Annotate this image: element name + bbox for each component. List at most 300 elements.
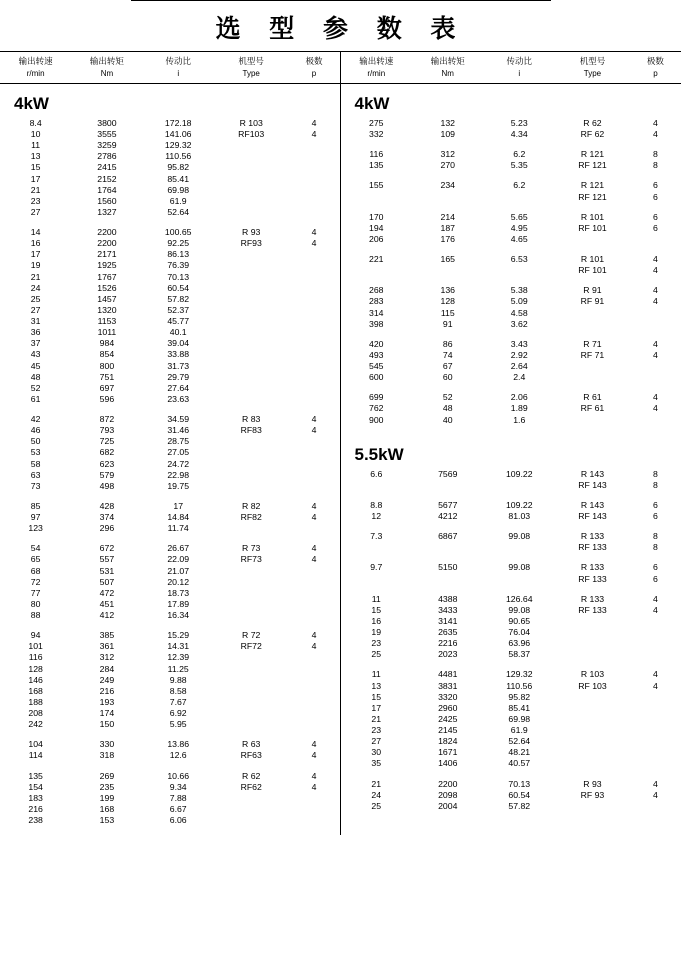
table-cell [289,815,340,826]
table-cell: 61.9 [510,725,528,736]
table-row [0,543,340,554]
table-row [341,223,681,234]
table-cell: 48 [30,371,41,382]
table-row [341,627,681,638]
column-body-left [0,84,340,826]
table-row [341,403,681,414]
table-cell [341,265,413,276]
table-row [341,415,681,426]
table-row [0,599,340,610]
table-cell: 3141 [438,615,458,626]
table-cell: 2145 [438,725,458,736]
table-row [341,192,681,203]
table-cell [214,338,289,349]
table-cell: 412 [99,610,115,621]
table-row [341,339,681,350]
table-cell: 17 [173,500,184,511]
table-group [0,739,340,761]
table-cell: RF 143 [578,479,607,490]
table-cell: 129.32 [505,669,533,680]
table-cell [555,692,630,703]
header-output-speed: 输出转速 r/min [359,57,394,79]
table-cell: 17 [30,173,41,184]
table-cell [214,162,289,173]
section-title: 4kW [354,93,390,113]
table-cell: 682 [99,447,115,458]
table-cell: 697 [99,382,115,393]
table-cell [630,725,681,736]
table-cell: 2425 [438,713,458,724]
table-cell: 92.25 [167,238,190,249]
table-cell: 2.92 [510,349,528,360]
table-cell: 6.06 [169,815,187,826]
table-cell [484,542,556,553]
table-cell: 27 [371,736,382,747]
table-cell: 150 [99,719,115,730]
table-cell: 4 [311,781,317,792]
table-cell: 60 [442,372,453,383]
table-row [341,669,681,680]
table-cell: R 73 [242,543,261,554]
table-cell [555,616,630,627]
table-cell: 183 [28,792,43,803]
table-row [341,319,681,330]
table-cell: 4 [653,604,658,615]
table-row [341,649,681,660]
table-cell [289,394,340,405]
table-group [341,149,681,171]
table-cell: 4 [653,669,658,680]
table-group [341,254,681,276]
table-cell [214,349,289,360]
table-cell: 221 [369,254,384,265]
table-column-right [341,52,681,835]
table-cell [412,192,484,203]
table-row [0,372,340,383]
table-row [341,638,681,649]
table-cell [289,207,340,218]
table-cell: 24 [371,789,382,800]
table-cell: 17 [30,249,41,260]
table-cell: 8 [653,542,658,553]
table-cell: 101 [28,641,43,652]
table-cell: 4 [311,117,317,128]
table-cell: 1764 [97,184,117,195]
table-cell: 194 [369,222,384,233]
table-cell: 33.88 [167,349,190,360]
table-cell: 57.82 [508,800,531,811]
table-row [0,697,340,708]
table-cell: 17 [371,702,382,713]
table-cell [289,610,340,621]
table-row [341,361,681,372]
table-group [341,285,681,330]
table-cell: R 133 [580,562,605,573]
table-cell [289,151,340,162]
table-cell: 29.79 [167,371,190,382]
table-cell [341,480,413,491]
table-cell: 6.92 [169,708,187,719]
table-cell: 21 [30,271,41,282]
table-cell: RF 133 [578,573,607,584]
table-group [0,227,340,405]
table-cell: 4 [311,739,317,750]
table-cell: 4.65 [510,233,528,244]
column-headers-right [341,52,681,84]
table-cell: 751 [99,371,115,382]
table-cell [214,361,289,372]
table-cell: 11 [31,140,41,151]
table-row [0,361,340,372]
table-cell: 208 [28,708,43,719]
table-cell: R 61 [583,392,602,403]
table-cell: 99.08 [508,562,531,573]
table-row [0,207,340,218]
table-cell: 11.25 [167,663,189,674]
table-cell: R 101 [580,211,605,222]
table-cell: 128 [440,296,455,307]
table-row [0,664,340,675]
table-cell: 95.82 [167,162,190,173]
table-cell: 187 [440,222,455,233]
table-cell: 762 [369,403,384,414]
table-cell [630,319,681,330]
table-cell: 6867 [438,531,458,542]
table-cell: 6 [653,222,658,233]
table-cell: 6 [653,191,658,202]
table-cell [555,649,630,660]
table-cell [630,372,681,383]
table-cell: 10 [30,129,41,140]
table-row [0,283,340,294]
table-group [341,339,681,384]
table-cell: 23 [371,725,382,736]
table-cell: 235 [99,781,115,792]
table-cell [630,747,681,758]
table-row [341,372,681,383]
table-cell: 5150 [438,562,458,573]
table-cell: 7.88 [169,792,187,803]
table-cell: 116 [369,149,384,160]
table-cell: RF62 [240,781,262,792]
table-cell: 4 [653,265,658,276]
table-cell: RF 101 [578,265,607,276]
table-row [341,594,681,605]
table-cell: 361 [99,641,115,652]
table-row [341,212,681,223]
table-row [341,790,681,801]
table-cell: 234 [440,180,455,191]
table-cell: 85.41 [167,173,190,184]
table-row [341,747,681,758]
table-cell: 14.31 [167,641,190,652]
table-row [341,234,681,245]
table-row [0,793,340,804]
table-cell: R 121 [580,149,605,160]
table-cell: 27.05 [167,447,190,458]
table-cell [289,349,340,360]
table-cell [289,566,340,577]
table-cell: 2.06 [510,392,528,403]
table-row [0,815,340,826]
table-cell: 4 [311,425,317,436]
table-cell: 14.84 [167,512,190,523]
table-cell: 23 [371,638,382,649]
table-cell: 1824 [438,736,458,747]
table-cell: 2200 [97,227,117,238]
table-row [0,316,340,327]
table-cell [214,664,289,675]
table-cell: 99.08 [508,531,531,542]
header-ratio: 传动比 i [165,57,191,79]
table-cell: 214 [440,211,455,222]
table-cell: 31 [30,316,41,327]
table-cell: 5.35 [510,160,528,171]
section-title: 5.5kW [354,444,404,464]
table-cell: 28.75 [167,436,190,447]
table-cell: R 133 [580,593,605,604]
table-cell: 8 [653,531,658,542]
column-body-right [341,84,681,812]
table-cell: 2415 [97,162,117,173]
table-cell [289,260,340,271]
table-cell: 2200 [438,778,458,789]
table-cell [289,652,340,663]
table-group [0,501,340,534]
table-cell: 128 [28,663,43,674]
table-cell: R 72 [242,630,261,641]
table-cell [289,185,340,196]
table-cell [214,675,289,686]
table-cell: 3259 [97,140,117,151]
table-cell: 1457 [97,293,117,304]
table-row [0,249,340,260]
table-cell: 4 [311,129,317,140]
table-cell: 545 [369,361,384,372]
table-cell: 65 [30,554,41,565]
table-cell [214,436,289,447]
table-cell: 80 [30,598,41,609]
table-cell [289,436,340,447]
table-cell: 24 [30,282,41,293]
table-cell: 900 [369,414,384,425]
table-cell [630,234,681,245]
table-cell: 109.22 [505,468,533,479]
table-cell [214,272,289,283]
table-cell: 2152 [97,173,117,184]
table-cell: 58 [30,458,41,469]
table-cell [289,686,340,697]
table-cell: 2216 [438,638,458,649]
table-group [0,771,340,827]
table-cell: 54 [30,543,41,554]
table-cell: 3433 [438,604,458,615]
table-cell: 268 [369,285,384,296]
table-cell: 48 [442,403,453,414]
table-row [0,305,340,316]
table-cell: 15 [371,604,382,615]
table-cell: 4 [653,680,658,691]
table-row [341,308,681,319]
table-cell: 4 [311,227,317,238]
table-row [341,254,681,265]
table-row [0,185,340,196]
table-row [341,149,681,160]
table-cell: 270 [440,160,455,171]
table-cell: 800 [99,360,115,371]
table-cell [214,588,289,599]
table-cell: 4 [653,338,658,349]
table-cell: 1767 [97,271,117,282]
header-poles: 极数 p [646,57,664,79]
table-cell: 699 [369,392,384,403]
table-cell: 34.59 [167,414,190,425]
table-cell: RF 61 [580,403,605,414]
table-cell: 11.74 [167,523,189,534]
table-cell: 1925 [97,260,117,271]
table-cell: 37 [30,338,41,349]
table-cell: 11 [371,593,381,604]
table-cell [289,599,340,610]
table-cell [289,162,340,173]
table-cell: 110.56 [506,680,533,691]
table-row [341,736,681,747]
table-cell: 95.82 [508,691,531,702]
table-cell: RF73 [240,554,262,565]
table-cell [214,793,289,804]
table-cell [555,703,630,714]
table-cell: 168 [28,685,43,696]
table-cell: 61 [30,393,41,404]
table-cell: 1011 [97,327,117,338]
table-cell: 11 [371,669,381,680]
table-cell: 27 [30,304,41,315]
table-cell: RF 143 [578,511,607,522]
table-cell [289,283,340,294]
section-title: 4kW [14,93,49,113]
table-cell: 451 [99,598,115,609]
table-group [341,212,681,245]
table-row [0,675,340,686]
table-row [0,383,340,394]
table-cell: 9.88 [169,674,187,685]
table-cell: 4 [311,641,317,652]
table-row [0,459,340,470]
table-cell: 4 [653,285,658,296]
table-row [341,180,681,191]
header-type: 机型号 Type [579,57,606,79]
table-cell: 1320 [97,304,117,315]
table-cell: 73 [30,480,41,491]
header-ratio: 传动比 i [506,57,532,79]
table-row [341,681,681,692]
table-cell: 242 [28,719,43,730]
table-row [341,265,681,276]
table-row [0,577,340,588]
table-cell: 6 [653,511,658,522]
table-cell: R 133 [580,531,605,542]
table-cell: 3800 [97,117,117,128]
table-cell: 154 [28,781,43,792]
table-cell: 129.32 [164,140,192,151]
table-row [0,196,340,207]
table-row [0,739,340,750]
table-cell: 4 [311,500,317,511]
table-cell: R 143 [580,468,605,479]
table-cell [214,294,289,305]
table-cell: 7.3 [370,531,383,542]
table-cell: R 101 [580,254,605,265]
table-cell [484,192,556,203]
table-cell [289,338,340,349]
table-cell: 2098 [438,789,458,800]
table-cell: 4.34 [510,129,528,140]
table-cell [555,638,630,649]
table-cell [289,675,340,686]
table-group [0,630,340,730]
table-row [0,174,340,185]
table-cell: 1671 [438,747,458,758]
table-cell [630,638,681,649]
table-cell: 579 [99,469,115,480]
table-cell: 5.09 [510,296,528,307]
table-cell: 6 [653,562,658,573]
table-row [0,481,340,492]
table-cell: 12.6 [169,750,187,761]
table-row [0,349,340,360]
table-cell: 110.56 [165,151,192,162]
table-group [341,392,681,425]
table-cell: 88 [30,610,41,621]
table-cell: 2960 [438,702,458,713]
table-row [341,725,681,736]
table-cell: 16 [371,615,382,626]
table-cell: 24.72 [167,458,190,469]
table-cell: 428 [99,500,115,511]
table-row [0,588,340,599]
table-row [0,338,340,349]
table-cell: 50 [30,436,41,447]
table-cell: 123 [28,523,43,534]
table-cell: 15 [30,162,41,173]
table-row [341,605,681,616]
table-cell [214,719,289,730]
table-group [0,414,340,492]
table-row [0,394,340,405]
table-cell: RF103 [238,129,265,140]
table-cell [555,372,630,383]
table-cell: 3555 [97,129,117,140]
table-row [0,140,340,151]
table-cell [555,627,630,638]
table-cell: 52 [442,392,453,403]
table-cell: 13 [30,151,41,162]
table-cell: 53 [30,447,41,458]
table-cell: 74 [442,349,453,360]
table-cell: 172.18 [164,117,192,128]
table-cell: 4 [653,129,658,140]
table-cell: 4 [311,238,317,249]
table-cell: RF 133 [578,542,607,553]
table-cell: 7569 [438,468,458,479]
table-cell: 36 [30,327,41,338]
table-cell: 4.95 [510,222,528,233]
table-cell: 4 [311,543,317,554]
table-cell: 8.8 [370,499,383,510]
table-cell: 206 [369,233,384,244]
table-cell: 132 [440,117,455,128]
table-group [341,562,681,584]
